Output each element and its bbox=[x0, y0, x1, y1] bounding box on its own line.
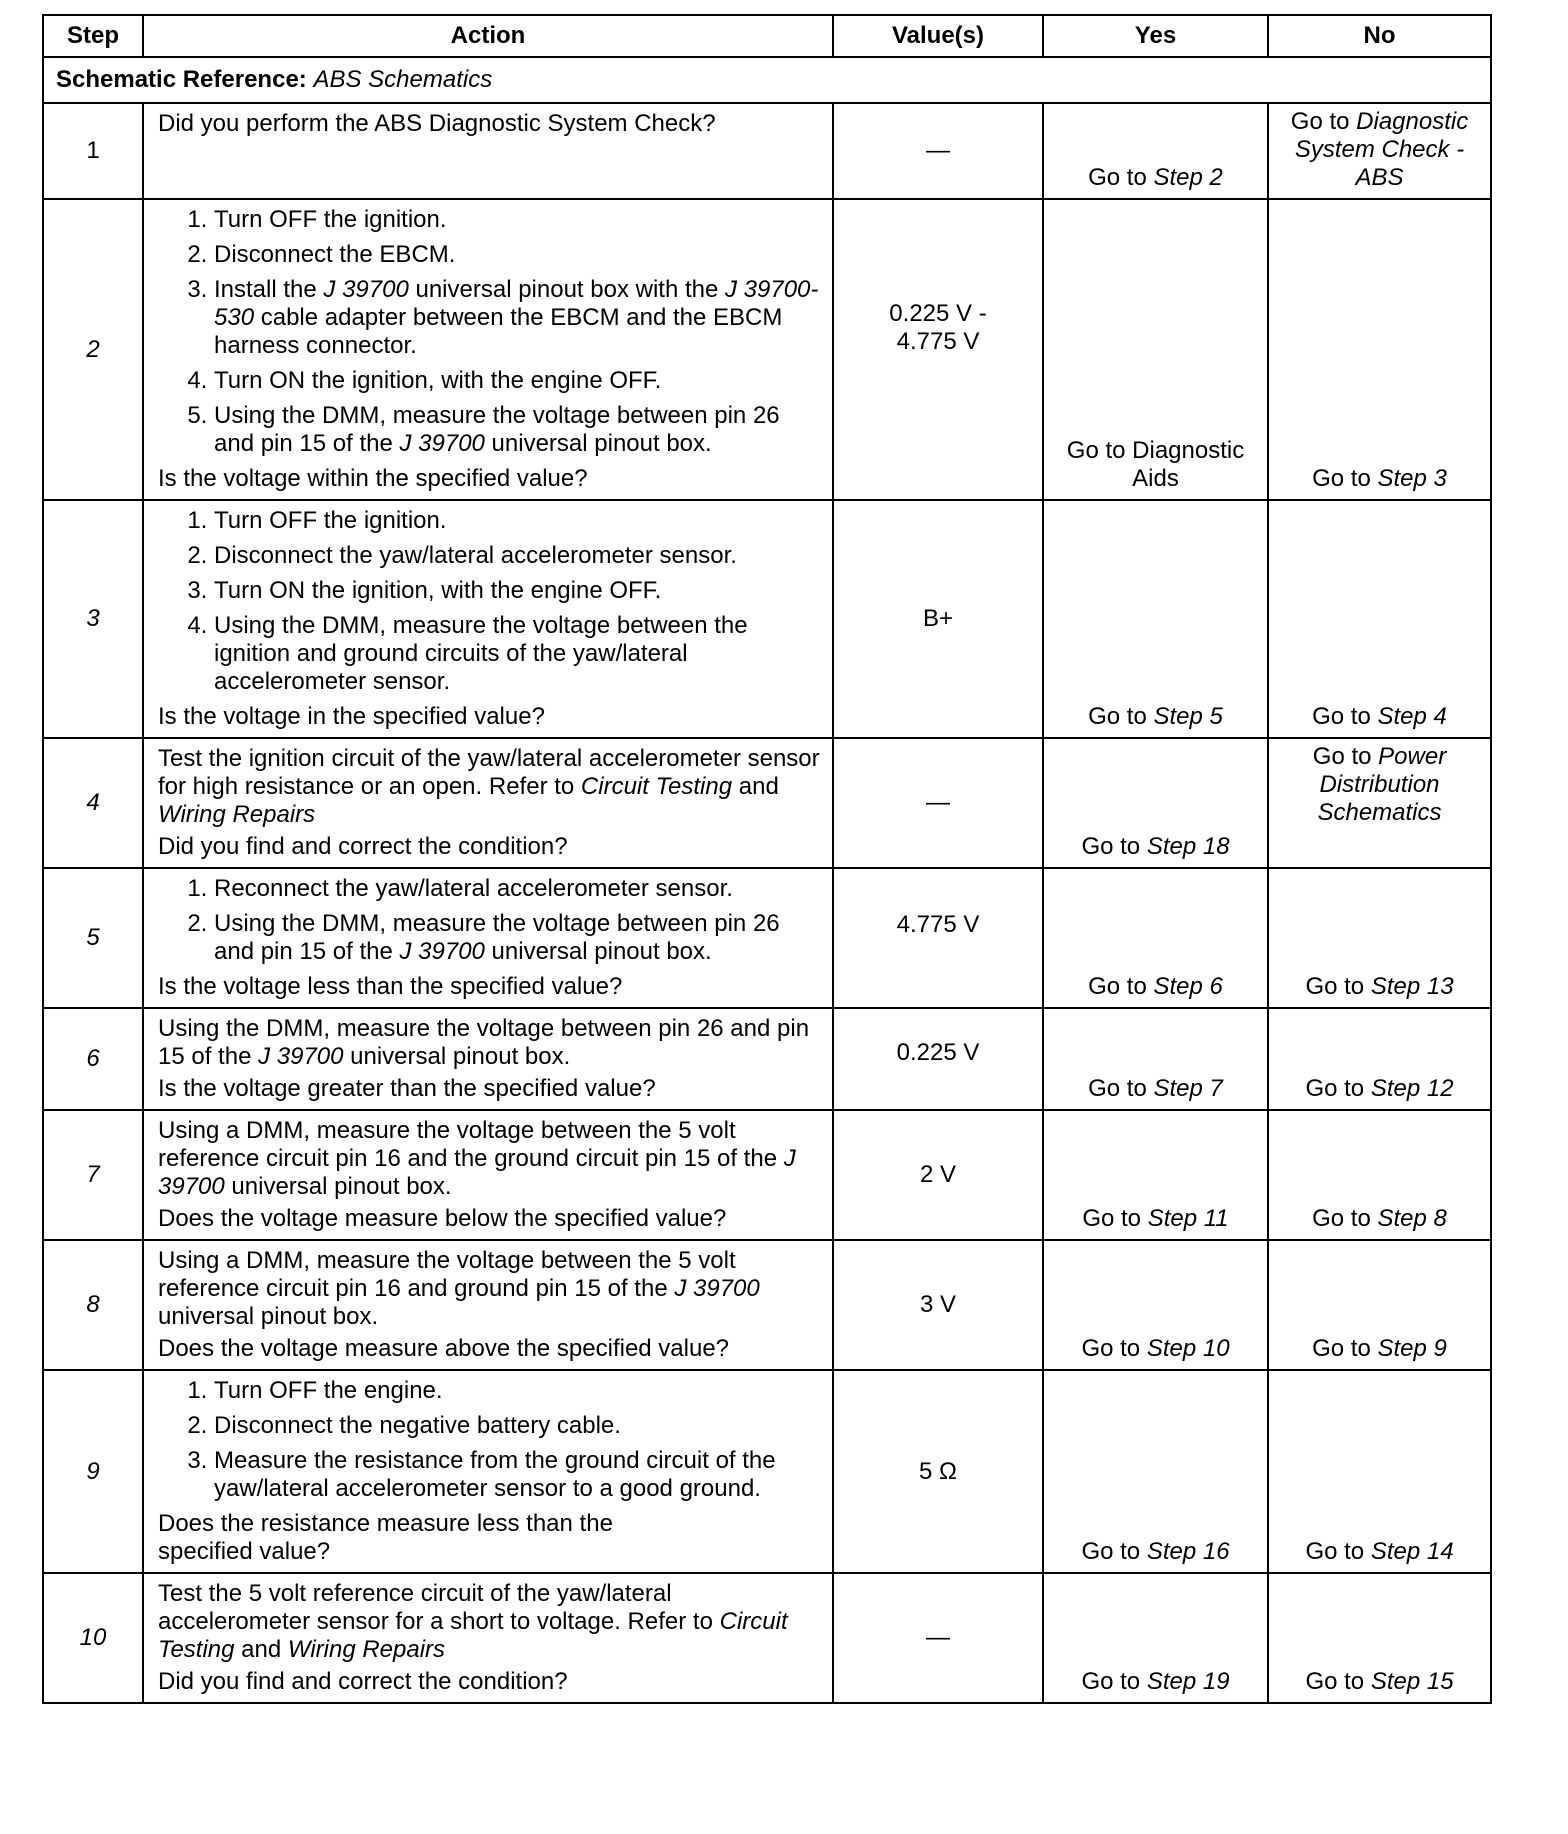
yes-cell bbox=[1043, 1370, 1268, 1573]
value-cell bbox=[833, 199, 1043, 500]
header-step: Step bbox=[43, 15, 143, 57]
no-cell bbox=[1268, 199, 1491, 500]
schematic-reference-label: Schematic Reference: bbox=[56, 66, 307, 93]
step-number: 8 bbox=[43, 1240, 143, 1370]
action-text: Test the 5 volt reference circuit of the yaw/lateral accelerometer sensor for a short to voltage. Refer to Circuit Testing and Wiring Repairs bbox=[158, 1580, 788, 1663]
yes-cell bbox=[1043, 1240, 1268, 1370]
action-text: Using a DMM, measure the voltage between the 5 volt reference circuit pin 16 and ground pin 15 of the J 39700 universal pinout box. bbox=[158, 1247, 760, 1330]
yes-prefix: Go to bbox=[1088, 703, 1147, 730]
no-cell bbox=[1268, 1370, 1491, 1573]
yes-prefix: Go to bbox=[1082, 1205, 1142, 1232]
value-cell: — bbox=[833, 738, 1043, 868]
list-item: 4. Using the DMM, measure the voltage between the ignition and ground circuits of the yaw/lateral accelerometer sensor. bbox=[214, 612, 820, 696]
procedure-list bbox=[158, 1377, 820, 1503]
procedure-list bbox=[158, 507, 820, 696]
step-number: 5 bbox=[43, 868, 143, 1008]
step-number: 6 bbox=[43, 1008, 143, 1110]
action-text: Using a DMM, measure the voltage between the 5 volt reference circuit pin 16 and the ground circuit pin 15 of the J 39700 universal pinout box. bbox=[158, 1117, 796, 1200]
yes-link[interactable]: Step 2 bbox=[1153, 164, 1223, 191]
header-row bbox=[43, 15, 1491, 57]
no-cell bbox=[1268, 1240, 1491, 1370]
yes-cell bbox=[1043, 868, 1268, 1008]
diagnostic-table bbox=[42, 14, 1492, 1704]
header-yes: Yes bbox=[1043, 15, 1268, 57]
list-item: 1. Reconnect the yaw/lateral accelerometer sensor. bbox=[214, 875, 820, 903]
yes-prefix: Go to bbox=[1088, 1075, 1147, 1102]
value-cell: B+ bbox=[833, 500, 1043, 738]
list-item: 1. Turn OFF the ignition. bbox=[214, 507, 820, 535]
action-question: Does the voltage measure below the specified value? bbox=[158, 1205, 727, 1232]
yes-prefix: Go to bbox=[1081, 1335, 1141, 1362]
action-text: Test the ignition circuit of the yaw/lateral accelerometer sensor for high resistance or an open. Refer to Circuit Testing and Wiring Repairs bbox=[158, 745, 820, 828]
value-cell: 0.225 V bbox=[833, 1008, 1043, 1110]
no-prefix: Go to bbox=[1305, 1538, 1365, 1565]
no-cell bbox=[1268, 1110, 1491, 1240]
no-cell bbox=[1268, 103, 1491, 199]
value-cell: 3 V bbox=[833, 1240, 1043, 1370]
table-row bbox=[43, 103, 1491, 199]
value-text: 0.225 V - 4.775 V bbox=[889, 300, 987, 355]
action-cell bbox=[143, 868, 833, 1008]
list-item: 1. Turn OFF the engine. bbox=[214, 1377, 820, 1405]
table-row bbox=[43, 868, 1491, 1008]
no-prefix: Go to bbox=[1305, 1668, 1365, 1695]
header-values: Value(s) bbox=[833, 15, 1043, 57]
action-question: Did you find and correct the condition? bbox=[158, 1668, 568, 1695]
action-question: Is the voltage in the specified value? bbox=[158, 703, 545, 730]
yes-link[interactable]: Step 10 bbox=[1146, 1335, 1230, 1362]
action-cell bbox=[143, 103, 833, 199]
no-cell bbox=[1268, 1008, 1491, 1110]
list-item: 1. Turn OFF the ignition. bbox=[214, 206, 820, 234]
header-action: Action bbox=[143, 15, 833, 57]
value-cell: — bbox=[833, 1573, 1043, 1703]
yes-prefix: Go to bbox=[1081, 1668, 1141, 1695]
value-cell: 4.775 V bbox=[833, 868, 1043, 1008]
no-cell bbox=[1268, 500, 1491, 738]
step-number: 7 bbox=[43, 1110, 143, 1240]
yes-link[interactable]: Step 6 bbox=[1153, 973, 1223, 1000]
yes-cell bbox=[1043, 500, 1268, 738]
yes-link[interactable]: Step 19 bbox=[1146, 1668, 1230, 1695]
table-row bbox=[43, 1573, 1491, 1703]
action-question: Does the voltage measure above the specified value? bbox=[158, 1335, 730, 1362]
table-row bbox=[43, 199, 1491, 500]
table-row bbox=[43, 1370, 1491, 1573]
no-prefix: Go to bbox=[1312, 1335, 1371, 1362]
no-prefix: Go to bbox=[1312, 743, 1372, 770]
value-cell: — bbox=[833, 103, 1043, 199]
no-prefix: Go to bbox=[1290, 108, 1350, 135]
no-link[interactable]: Step 13 bbox=[1370, 973, 1454, 1000]
step-number: 1 bbox=[43, 103, 143, 199]
no-prefix: Go to bbox=[1312, 1205, 1371, 1232]
yes-link[interactable]: Step 5 bbox=[1153, 703, 1223, 730]
yes-cell bbox=[1043, 103, 1268, 199]
table-row bbox=[43, 1008, 1491, 1110]
procedure-list bbox=[158, 206, 820, 458]
yes-text[interactable]: Go to Diagnostic Aids bbox=[1066, 437, 1245, 492]
action-text: Using the DMM, measure the voltage between pin 26 and pin 15 of the J 39700 universal pinout box. bbox=[158, 1015, 810, 1070]
yes-prefix: Go to bbox=[1081, 833, 1141, 860]
yes-link[interactable]: Step 18 bbox=[1146, 833, 1230, 860]
schematic-reference-link[interactable]: ABS Schematics bbox=[313, 66, 493, 93]
no-cell bbox=[1268, 738, 1491, 868]
step-number: 10 bbox=[43, 1573, 143, 1703]
action-cell bbox=[143, 1110, 833, 1240]
yes-prefix: Go to bbox=[1088, 973, 1147, 1000]
step-number: 3 bbox=[43, 500, 143, 738]
action-cell bbox=[143, 1573, 833, 1703]
list-item: 5. Using the DMM, measure the voltage between pin 26 and pin 15 of the J 39700 universal pinout box. bbox=[214, 402, 820, 458]
action-cell bbox=[143, 500, 833, 738]
table-row bbox=[43, 1110, 1491, 1240]
yes-cell bbox=[1043, 1110, 1268, 1240]
table-row bbox=[43, 1240, 1491, 1370]
no-link[interactable]: Step 4 bbox=[1377, 703, 1447, 730]
action-cell bbox=[143, 1008, 833, 1110]
list-item: 3. Measure the resistance from the ground circuit of the yaw/lateral accelerometer sensor to a good ground. bbox=[214, 1447, 820, 1503]
action-question: Did you find and correct the condition? bbox=[158, 833, 568, 860]
action-question: Is the voltage greater than the specified value? bbox=[158, 1075, 656, 1102]
schematic-reference-row bbox=[43, 57, 1491, 103]
action-cell bbox=[143, 1240, 833, 1370]
step-number: 9 bbox=[43, 1370, 143, 1573]
yes-prefix: Go to bbox=[1088, 164, 1147, 191]
yes-cell bbox=[1043, 1573, 1268, 1703]
action-text: Did you perform the ABS Diagnostic System Check? bbox=[158, 110, 716, 137]
yes-prefix: Go to bbox=[1081, 1538, 1141, 1565]
action-question: Does the resistance measure less than the specified value? bbox=[158, 1510, 613, 1565]
no-link[interactable]: Step 15 bbox=[1370, 1668, 1454, 1695]
step-number: 2 bbox=[43, 199, 143, 500]
yes-link[interactable]: Step 16 bbox=[1146, 1538, 1230, 1565]
no-link[interactable]: Power Distribution Schematics bbox=[1317, 743, 1447, 826]
no-link[interactable]: Step 12 bbox=[1370, 1075, 1454, 1102]
yes-link[interactable]: Step 11 bbox=[1147, 1205, 1229, 1232]
list-item: 2. Using the DMM, measure the voltage between pin 26 and pin 15 of the J 39700 universal pinout box. bbox=[214, 910, 820, 966]
procedure-list bbox=[158, 875, 820, 966]
value-cell: 5 Ω bbox=[833, 1370, 1043, 1573]
yes-cell bbox=[1043, 738, 1268, 868]
table-row bbox=[43, 738, 1491, 868]
no-prefix: Go to bbox=[1312, 465, 1371, 492]
value-cell: 2 V bbox=[833, 1110, 1043, 1240]
schematic-reference bbox=[43, 57, 1491, 103]
no-link[interactable]: Step 3 bbox=[1377, 465, 1447, 492]
no-prefix: Go to bbox=[1305, 1075, 1365, 1102]
action-question: Is the voltage less than the specified value? bbox=[158, 973, 623, 1000]
no-link[interactable]: Step 14 bbox=[1370, 1538, 1454, 1565]
table-row bbox=[43, 500, 1491, 738]
list-item: 3. Install the J 39700 universal pinout box with the J 39700-530 cable adapter between the EBCM and the EBCM harness connector. bbox=[214, 276, 820, 360]
header-no: No bbox=[1268, 15, 1491, 57]
list-item: 3. Turn ON the ignition, with the engine OFF. bbox=[214, 577, 820, 605]
no-cell bbox=[1268, 868, 1491, 1008]
action-cell bbox=[143, 199, 833, 500]
list-item: 4. Turn ON the ignition, with the engine OFF. bbox=[214, 367, 820, 395]
step-number: 4 bbox=[43, 738, 143, 868]
no-link[interactable]: Step 9 bbox=[1377, 1335, 1447, 1362]
list-item: 2. Disconnect the yaw/lateral accelerometer sensor. bbox=[214, 542, 820, 570]
action-cell bbox=[143, 1370, 833, 1573]
action-question: Is the voltage within the specified value? bbox=[158, 465, 588, 492]
no-prefix: Go to bbox=[1305, 973, 1365, 1000]
action-cell bbox=[143, 738, 833, 868]
no-cell bbox=[1268, 1573, 1491, 1703]
no-link[interactable]: Diagnostic System Check - ABS bbox=[1294, 108, 1469, 191]
no-link[interactable]: Step 8 bbox=[1377, 1205, 1447, 1232]
no-prefix: Go to bbox=[1312, 703, 1371, 730]
yes-cell bbox=[1043, 199, 1268, 500]
list-item: 2. Disconnect the negative battery cable. bbox=[214, 1412, 820, 1440]
yes-link[interactable]: Step 7 bbox=[1153, 1075, 1223, 1102]
yes-cell bbox=[1043, 1008, 1268, 1110]
list-item: 2. Disconnect the EBCM. bbox=[214, 241, 820, 269]
